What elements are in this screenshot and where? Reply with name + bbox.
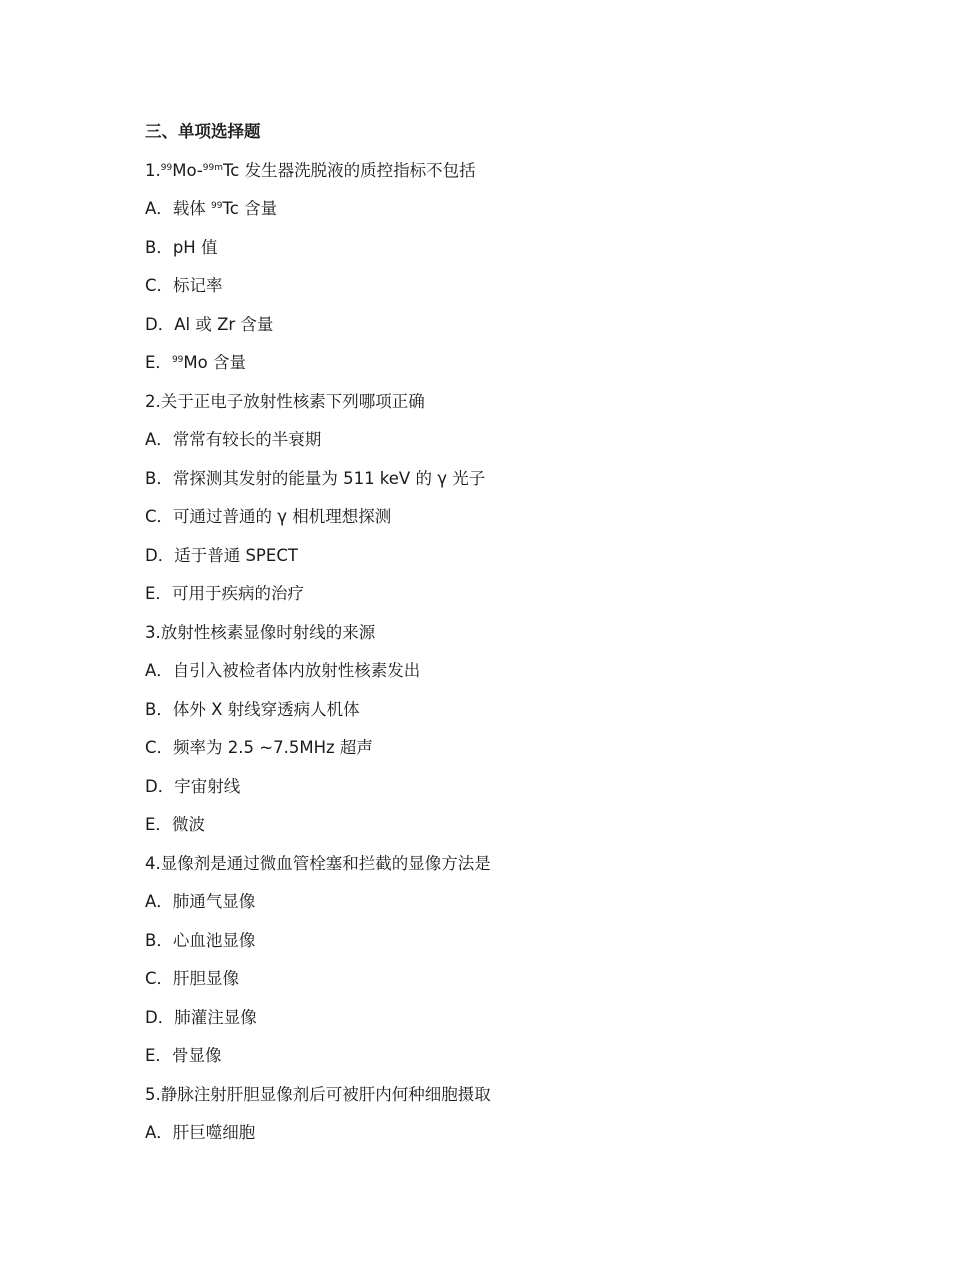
superscript-mass-number: 99 [160, 162, 173, 173]
option-d: D．适于普通 SPECT [145, 545, 298, 565]
superscript-mass-number: 99 [211, 201, 223, 211]
question-1-stem: 1.99Mo-$^{99m}$Tc 发生器洗脱液的质控指标不包括 [145, 160, 476, 180]
option-d: D．肺灌注显像 [145, 1007, 257, 1027]
option-c: C．频率为 2.5 ~7.5MHz 超声 [145, 738, 373, 757]
question-number: 1. [145, 160, 161, 180]
document-page [145, 113, 925, 1153]
question-number: 2. [145, 391, 161, 411]
option-b: B．pH 值 [145, 237, 218, 257]
section-title: 三、单项选择题 [145, 122, 261, 141]
option-a: A．自引入被检者体内放射性核素发出 [145, 661, 421, 680]
option-a: A．肺通气显像 [145, 892, 256, 911]
option-a: A．常常有较长的半衰期 [145, 430, 322, 449]
option-c: C．标记率 [145, 276, 223, 295]
option-b: B．心血池显像 [145, 930, 256, 950]
option-e: E．可用于疾病的治疗 [145, 584, 304, 603]
question-number: 3. [145, 622, 161, 642]
question-number: 5. [145, 1084, 161, 1104]
option-c: C．肝胆显像 [145, 969, 240, 988]
option-d: D．宇宙射线 [145, 776, 241, 796]
superscript-mass-number: 99 [171, 355, 184, 365]
question-3-stem: 3.放射性核素显像时射线的来源 [145, 622, 376, 642]
option-e: E．骨显像 [145, 1046, 222, 1065]
option-d: D．Al 或 Zr 含量 [145, 314, 274, 334]
option-b: B．常探测其发射的能量为 511 keV 的 γ 光子 [145, 468, 486, 488]
question-5-stem: 5.静脉注射肝胆显像剂后可被肝内何种细胞摄取 [145, 1084, 491, 1104]
question-4-stem: 4.显像剂是通过微血管栓塞和拦截的显像方法是 [145, 853, 491, 873]
option-a: A．载体 $^{99}$Tc 含量 [145, 199, 278, 218]
superscript-mass-number: 99m [202, 162, 224, 173]
question-number: 4. [145, 853, 161, 873]
option-a: A．肝巨噬细胞 [145, 1123, 256, 1142]
option-e: E．微波 [145, 815, 205, 834]
option-c: C．可通过普通的 γ 相机理想探测 [145, 507, 392, 526]
question-2-stem: 2.关于正电子放射性核素下列哪项正确 [145, 391, 425, 411]
option-e: E．$^{99}$Mo 含量 [145, 353, 246, 372]
option-b: B．体外 X 射线穿透病人机体 [145, 699, 360, 719]
